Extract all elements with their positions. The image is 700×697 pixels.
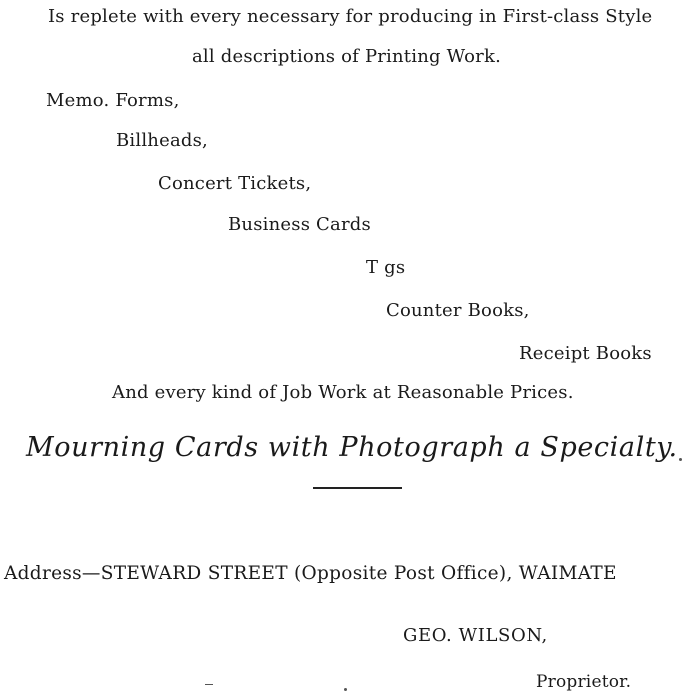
header-line-1: Is replete with every necessary for producing in First-class Style [48, 6, 653, 27]
print-speck [344, 688, 347, 691]
list-item-business-cards: Business Cards [228, 214, 371, 235]
list-item-receipt-books: Receipt Books [519, 343, 652, 364]
list-item-tags: T gs [366, 257, 406, 278]
print-speck [679, 458, 682, 461]
job-work-line: And every kind of Job Work at Reasonable Prices. [112, 382, 574, 403]
divider-rule [313, 487, 402, 489]
list-item-billheads: Billheads, [116, 130, 208, 151]
address-line: Address—STEWARD STREET (Opposite Post Office), WAIMATE [4, 563, 617, 584]
header-line-2: all descriptions of Printing Work. [192, 46, 501, 67]
proprietor-name: GEO. WILSON, [403, 625, 548, 646]
proprietor-title: Proprietor. [536, 672, 632, 692]
list-item-memo-forms: Memo. Forms, [46, 90, 180, 111]
print-speck [205, 684, 213, 685]
list-item-concert-tickets: Concert Tickets, [158, 173, 312, 194]
list-item-counter-books: Counter Books, [386, 300, 530, 321]
specialty-heading: Mourning Cards with Photograph a Specialty. [26, 432, 678, 463]
